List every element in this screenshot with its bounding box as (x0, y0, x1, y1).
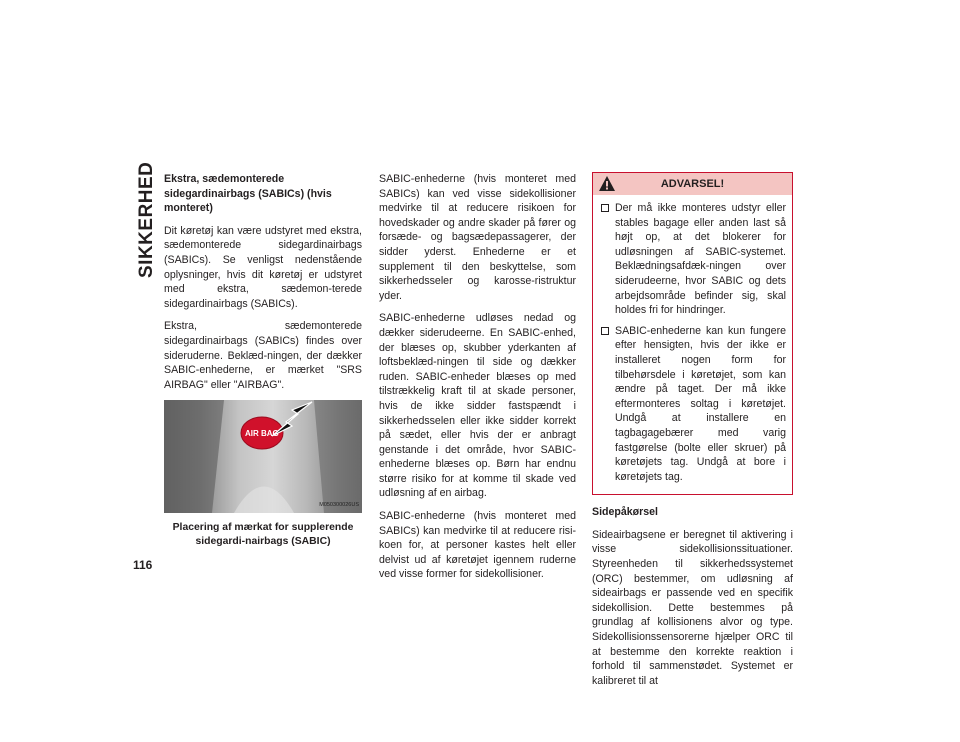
column-3 (592, 172, 793, 696)
chapter-tab-label: SIKKERHED (136, 161, 157, 278)
warning-item: SABIC-enhederne kan kun fungere efter hensigten, hvis der ikke er installeret nogen form for tilbehørsdele i køretøjet, som kan ændre på taget. Der må ikke eftermonteres soltag i køretøjet. Undgå at installere en tagbagagebærer med varig fastgørelse (bolte eller skruer) på køretøjets tag. Undgå at bore i køretøjets tag. (599, 324, 786, 485)
paragraph: SABIC-enhederne (hvis monteret med SABICs) kan medvirke til at reducere risi-koen for, at personer kastes helt eller delvist ud af køretøjet igennem ruderne ved visse former for sidekollisioner. (379, 510, 576, 581)
square-bullet-icon (601, 327, 609, 335)
warning-header (593, 173, 792, 195)
airbag-label-text: AIR BAG (245, 429, 279, 439)
section-heading-side-impact: Sidepåkørsel (592, 506, 658, 519)
paragraph: Ekstra, sædemonterede sidegardinairbags (SABICs) findes over sideruderne. Beklæd-ningen, der dækker SABIC-enhederne, er mærket "SRS AIRBAG" eller "AIRBAG". (164, 320, 362, 391)
section-heading-sabic: Ekstra, sædemonterede sidegardinairbags (SABICs) (hvis monteret) (164, 173, 332, 215)
warning-box (592, 172, 793, 495)
paragraph: SABIC-enhederne (hvis monteret med SABICs) kan ved visse sidekollisioner medvirke til at reducere risikoen for hovedskader og andre skader på fører og forsæde- og bagsædepassagerer, der sidder yderst. Enhederne er et supplement til den beskyttelse, som sikkerhedsseler og karosse-ristruktur yder. (379, 173, 576, 302)
warning-triangle-icon (598, 175, 616, 192)
warning-body (593, 195, 792, 494)
chapter-tab (136, 161, 158, 278)
paragraph: SABIC-enhederne udløses nedad og dækker siderudeerne. En SABIC-enhed, der blæses op, skubber yderkanten af loftsbeklæd-ningen til side og dækker ruden. SABIC-enheder blæses op med tilstrækkelig kraft til at skade personer, hvis de ikke sidder fastspændt i sikkerhedsselen eller ikke sidder korrekt på sædet, eller hvis der er anbragt genstande i det område, hvor SABIC-enhederne blæses op. Børn har endnu større risiko for at komme til skade ved udløsning af en airbag. (379, 312, 576, 500)
square-bullet-icon (601, 204, 609, 212)
image-caption: Placering af mærkat for supplerende sidegardi-nairbags (SABIC) (172, 522, 354, 547)
image-code: M050300026US (319, 501, 359, 508)
airbag-label-photo (164, 400, 362, 513)
column-2 (379, 172, 576, 590)
paragraph: Sideairbagsene er beregnet til aktivering i visse sidekollisionssituationer. Styreenheden til sikkerhedssystemet (ORC) bestemmer, om udløsning af sideairbags er passende ved en specifik sidekollision. Dette bestemmes på grundlag af kollisionens alvor og type. Sidekollisionssensorerne hjælper ORC til at bestemme den korrekte reaktion i forhold til sammenstødet. Systemet er kalibreret til at (592, 528, 793, 687)
warning-title: ADVARSEL! (660, 178, 725, 190)
paragraph: Dit køretøj kan være udstyret med ekstra, sædemonterede sidegardinairbags (SABICs). Se venligst nedenstående oplysninger, hvis dit køretøj er udstyret med ekstra, sædemon-terede sidegardinairbags (SABICs). (164, 224, 362, 310)
photo-illustration (164, 400, 362, 513)
page-number: 116 (133, 558, 153, 572)
warning-item: Der må ikke monteres udstyr eller stables bagage eller anden last så højt op, at det blokerer for udløsningen af SABIC-systemet. Beklædningsafdæk-ningen over siderudeerne, hvor SABIC og dets arbejdsområde befinder sig, skal holdes fri for hindringer. (599, 201, 786, 318)
column-1 (164, 172, 362, 549)
